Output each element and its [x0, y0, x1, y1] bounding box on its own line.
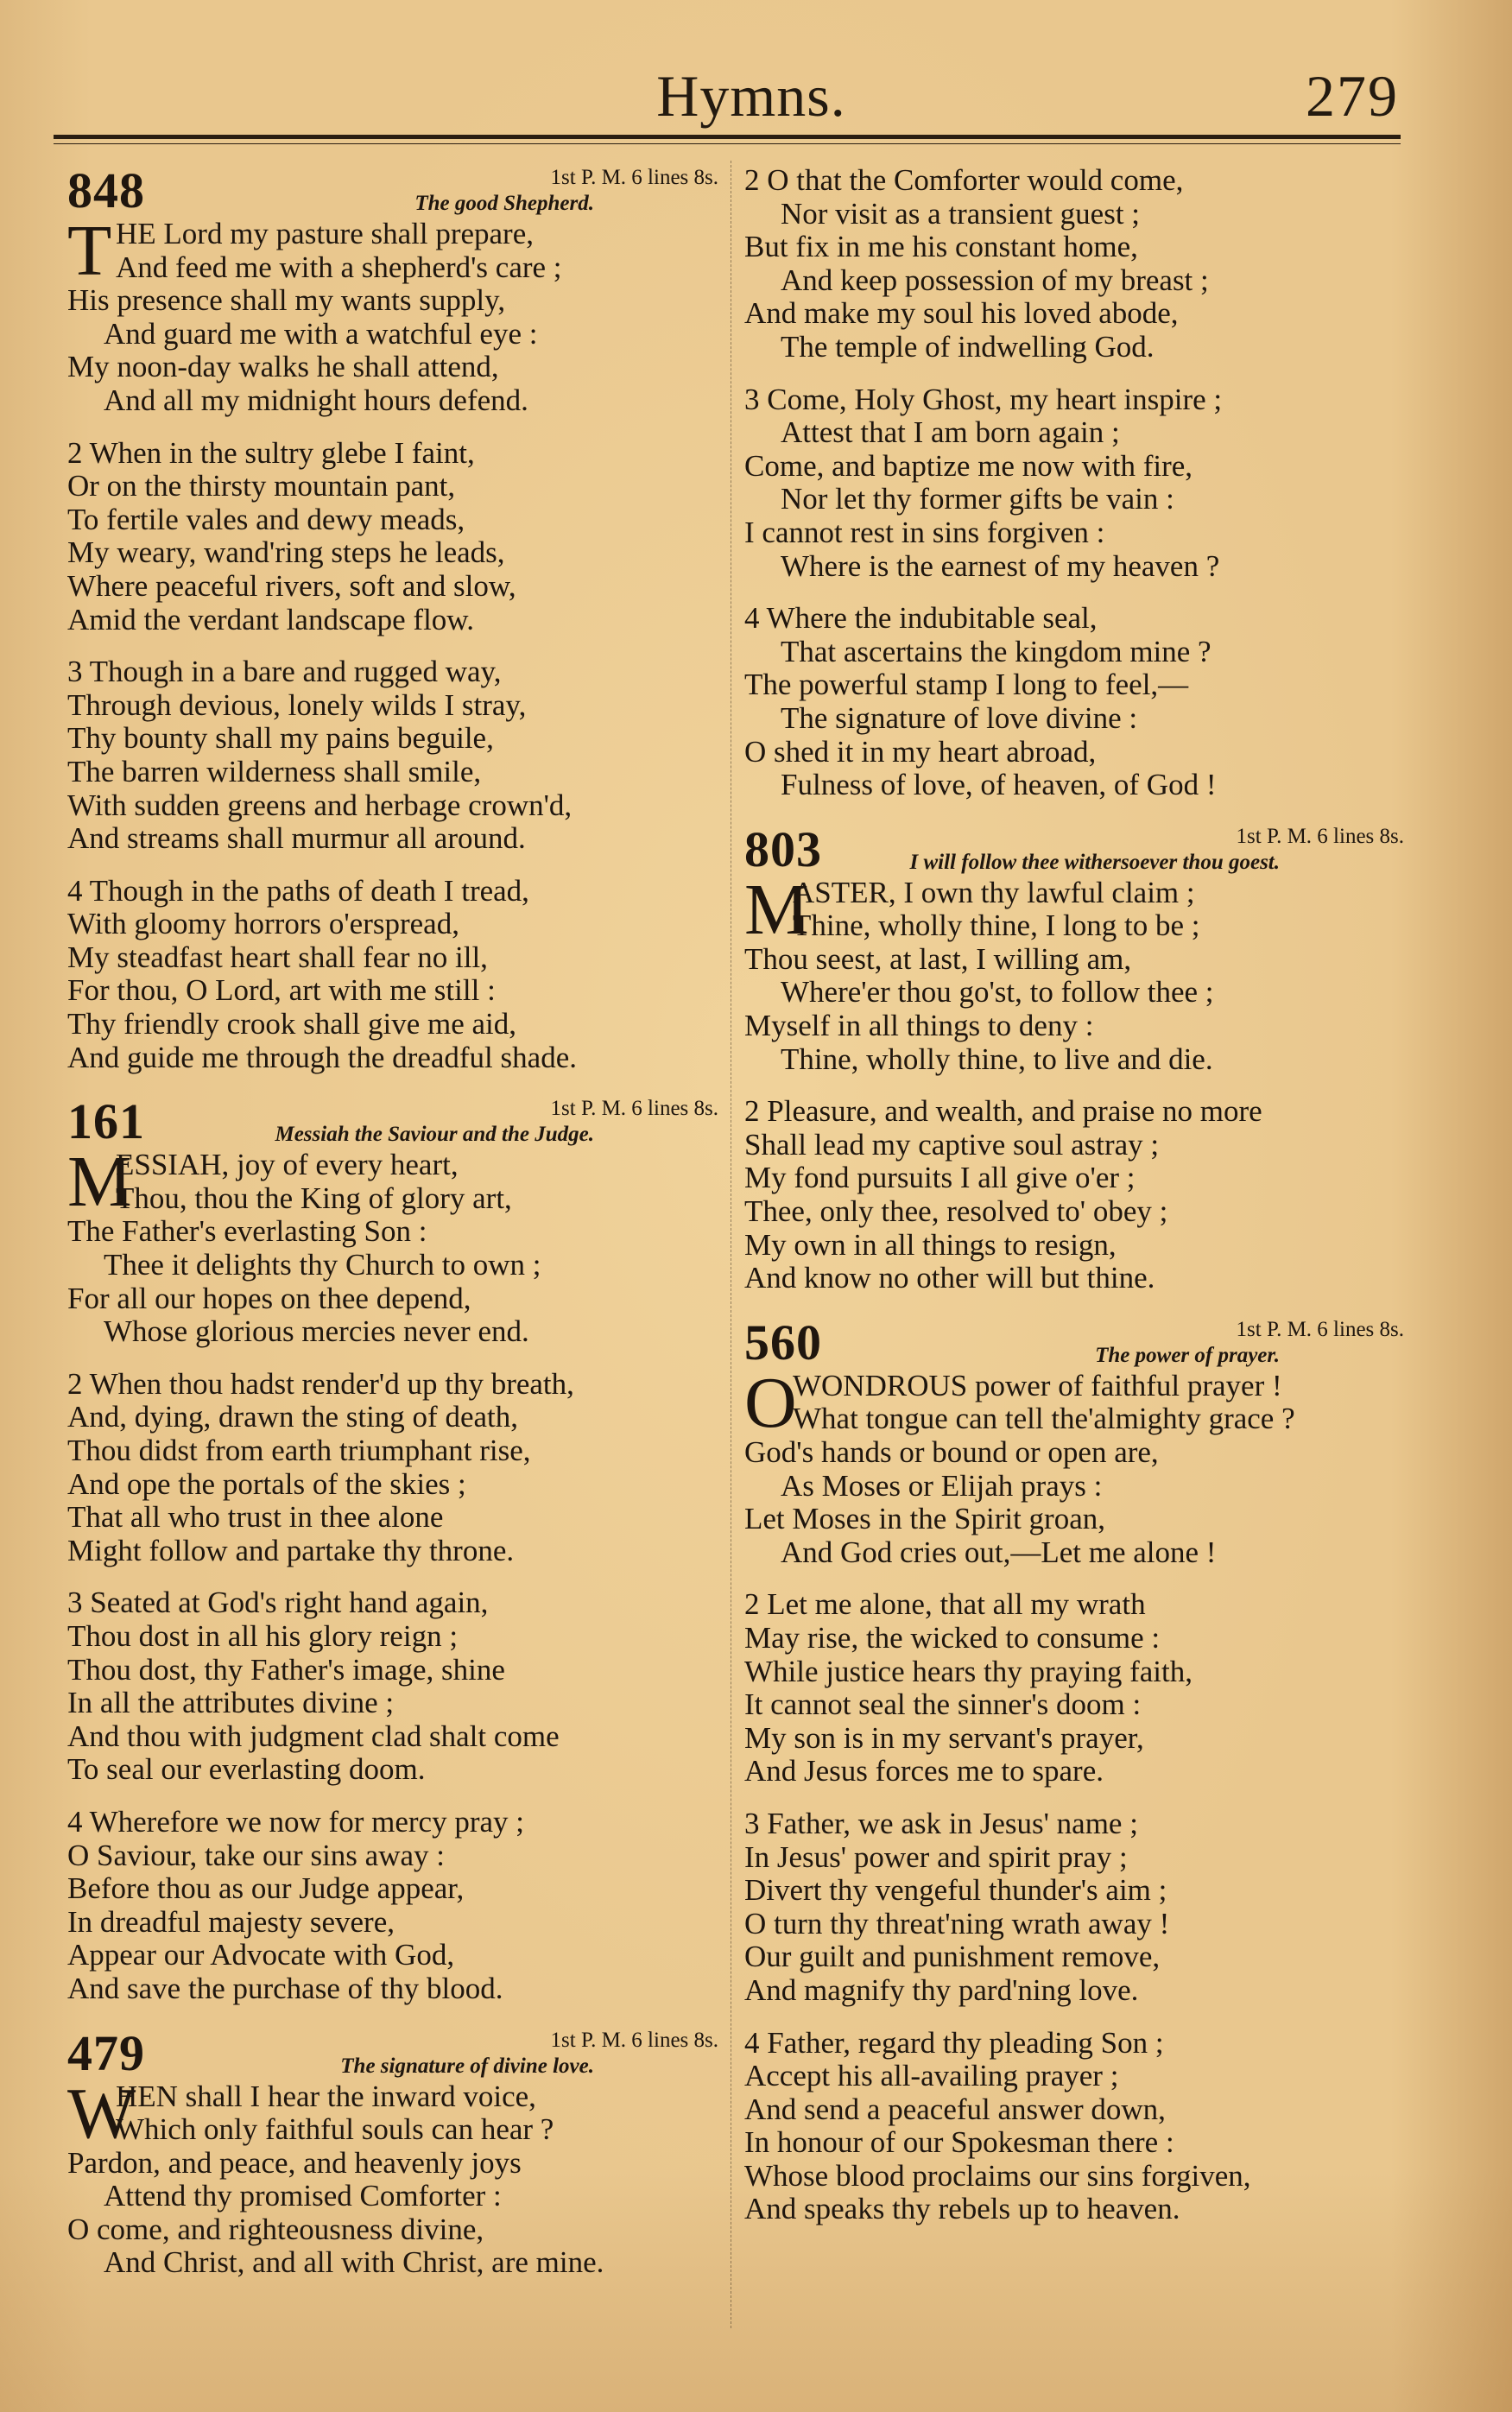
verse-line: Our guilt and punishment remove, [744, 1940, 1161, 1974]
verse-line: And magnify thy pard'ning love. [744, 1972, 1139, 2007]
header-rule-thin [54, 143, 1401, 144]
verse-line: 2 When in the sultry glebe I faint, [67, 435, 475, 470]
hymn-header [744, 820, 1409, 877]
verse-line: O turn thy threat'ning wrath away ! [744, 1906, 1170, 1940]
verse-line: Attest that I am born again ; [781, 415, 1120, 450]
verse-line: The Father's everlasting Son : [67, 1214, 427, 1249]
verse-line: 4 Though in the paths of death I tread, [67, 873, 529, 908]
verse-line: O shed it in my heart abroad, [744, 734, 1097, 769]
verse-line: And guard me with a watchful eye : [104, 316, 538, 351]
verse-line: Thee, only thee, resolved to' obey ; [744, 1194, 1168, 1229]
first-verse [744, 869, 1409, 1077]
verse-line: Thy friendly crook shall give me aid, [67, 1007, 516, 1041]
hymn-header [67, 2024, 724, 2081]
verse-line: And God cries out,—Let me alone ! [781, 1535, 1217, 1569]
verse-line: My own in all things to resign, [744, 1227, 1117, 1262]
hymn-meter: 1st P. M. 6 lines 8s. [550, 2028, 718, 2052]
hymn-number: 560 [744, 1314, 822, 1371]
verse-line: My steadfast heart shall fear no ill, [67, 940, 488, 974]
drop-cap: O [744, 1362, 797, 1443]
hymn-verse [744, 1095, 1409, 1295]
hymn-meter: 1st P. M. 6 lines 8s. [550, 166, 718, 189]
drop-cap: W [67, 2073, 136, 2154]
verse-line: Thou dost in all his glory reign ; [67, 1618, 459, 1653]
verse-line: And speaks thy rebels up to heaven. [744, 2192, 1180, 2226]
hymn-block [67, 164, 724, 1074]
verse-line: And know no other will but thine. [744, 1261, 1155, 1295]
hymn-subtitle: Messiah the Saviour and the Judge. [275, 1123, 594, 1147]
hymn-verse [744, 2027, 1409, 2227]
hymn-gap [67, 1074, 724, 1095]
verse-line: That all who trust in thee alone [67, 1500, 444, 1535]
verse-line: 3 Though in a bare and rugged way, [67, 655, 502, 689]
verse-line: As Moses or Elijah prays : [781, 1468, 1103, 1503]
hymn-subtitle: The power of prayer. [1095, 1343, 1280, 1367]
verse-line: But fix in me his constant home, [744, 230, 1138, 264]
verse-line: 3 Come, Holy Ghost, my heart inspire ; [744, 382, 1223, 416]
verse-line: And, dying, drawn the sting of death, [67, 1400, 518, 1434]
verse-line: And save the purchase of thy blood. [67, 1971, 503, 2005]
verse-line: 2 O that the Comforter would come, [744, 163, 1184, 197]
hymn-number: 803 [744, 820, 822, 877]
verse-line: HE Lord my pasture shall prepare, [116, 217, 535, 250]
drop-cap: T [67, 211, 112, 291]
hymn-header [744, 1316, 1409, 1370]
verse-line: Through devious, lonely wilds I stray, [67, 687, 527, 722]
header-rule [54, 135, 1401, 139]
verse-line: Thee it delights thy Church to own ; [104, 1248, 541, 1282]
verse-line: And make my soul his loved abode, [744, 296, 1179, 331]
verse-line: In all the attributes divine ; [67, 1686, 395, 1720]
verse-line: His presence shall my wants supply, [67, 283, 506, 318]
verse-line: My weary, wand'ring steps he leads, [67, 535, 505, 570]
verse-line: And thou with judgment clad shalt come [67, 1719, 560, 1753]
verse-line: The signature of love divine : [781, 700, 1138, 735]
hymn-number: 479 [67, 2024, 145, 2081]
verse-line: Thy bounty shall my pains beguile, [67, 721, 494, 756]
verse-line: And Jesus forces me to spare. [744, 1754, 1104, 1788]
hymn-subtitle: The signature of divine love. [340, 2054, 594, 2078]
verse-line: ASTER, I own thy lawful claim ; [793, 875, 1195, 909]
verse-line: The temple of indwelling God. [781, 329, 1155, 364]
verse-line: What tongue can tell the'almighty grace ? [793, 1402, 1295, 1436]
verse-line: O Saviour, take our sins away : [67, 1838, 445, 1872]
first-verse [67, 1142, 724, 1349]
verse-line: Come, and baptize me now with fire, [744, 448, 1193, 483]
hymn-verse [67, 1368, 724, 1568]
verse-line: 2 Let me alone, that all my wrath [744, 1587, 1146, 1622]
verse-line: Pardon, and peace, and heavenly joys [67, 2145, 522, 2180]
left-column [67, 164, 724, 2280]
hymn-block [744, 820, 1409, 1295]
hymn-gap [744, 802, 1409, 823]
verse-line: The powerful stamp I long to feel,— [744, 668, 1189, 702]
verse-line: My son is in my servant's prayer, [744, 1720, 1144, 1755]
page-number: 279 [1306, 63, 1399, 129]
hymn-verse [67, 1586, 724, 1787]
verse-line: HEN shall I hear the inward voice, [116, 2079, 536, 2113]
verse-line: O come, and righteousness divine, [67, 2212, 484, 2246]
verse-line: To seal our everlasting doom. [67, 1752, 426, 1787]
hymn-verse [67, 655, 724, 856]
verse-line: Thou seest, at last, I willing am, [744, 941, 1132, 976]
hymn-block [67, 1095, 724, 2005]
verse-line: Might follow and partake thy throne. [67, 1533, 515, 1567]
verse-line: In honour of our Spokesman there : [744, 2125, 1174, 2160]
hymn-meter: 1st P. M. 6 lines 8s. [1236, 824, 1404, 848]
hymn-verse [744, 602, 1409, 802]
hymn-number: 848 [67, 162, 145, 218]
verse-line: I cannot rest in sins forgiven : [744, 515, 1105, 549]
verse-line: May rise, the wicked to consume : [744, 1620, 1161, 1655]
verse-line: That ascertains the kingdom mine ? [781, 634, 1211, 668]
verse-line: 2 Pleasure, and wealth, and praise no more [744, 1094, 1262, 1129]
verse-line: Thou didst from earth triumphant rise, [67, 1434, 531, 1467]
hymn-verse [744, 383, 1409, 584]
verse-line: With gloomy horrors o'erspread, [67, 907, 459, 941]
verse-line: With sudden greens and herbage crown'd, [67, 788, 573, 822]
verse-line: Fulness of love, of heaven, of God ! [781, 768, 1217, 802]
first-verse [67, 2073, 724, 2281]
verse-line: 4 Wherefore we now for mercy pray ; [67, 1804, 524, 1839]
verse-line: 3 Seated at God's right hand again, [67, 1586, 489, 1620]
verse-line: And keep possession of my breast ; [781, 263, 1209, 297]
verse-line: God's hands or bound or open are, [744, 1435, 1159, 1469]
drop-cap: M [67, 1142, 132, 1223]
hymn-block [744, 1316, 1409, 2226]
verse-line: Or on the thirsty mountain pant, [67, 469, 456, 503]
verse-line: ESSIAH, joy of every heart, [116, 1148, 459, 1182]
verse-line: Thine, wholly thine, I long to be ; [793, 908, 1200, 943]
hymn-verse [744, 1588, 1409, 1788]
verse-line: And send a peaceful answer down, [744, 2092, 1166, 2126]
verse-line: Which only faithful souls can hear ? [116, 2112, 554, 2147]
hymn-gap [67, 2006, 724, 2027]
hymn-verse [744, 164, 1409, 364]
verse-line: For thou, O Lord, art with me still : [67, 973, 496, 1008]
verse-line: The barren wilderness shall smile, [67, 754, 482, 788]
verse-line: Shall lead my captive soul astray ; [744, 1127, 1160, 1162]
verse-line: Accept his all-availing prayer ; [744, 2059, 1119, 2093]
first-verse [67, 211, 724, 418]
verse-line: 2 When thou hadst render'd up thy breath, [67, 1366, 574, 1401]
verse-line: 4 Father, regard thy pleading Son ; [744, 2025, 1164, 2060]
verse-line: In dreadful majesty severe, [67, 1904, 395, 1939]
hymn-header [67, 164, 724, 218]
verse-line: To fertile vales and dewy meads, [67, 502, 465, 536]
hymn-verse [67, 437, 724, 637]
verse-line: Thou, thou the King of glory art, [116, 1181, 512, 1215]
verse-line: And guide me through the dreadful shade. [67, 1040, 577, 1074]
verse-line: While justice hears thy praying faith, [744, 1654, 1193, 1688]
verse-line: WONDROUS power of faithful prayer ! [793, 1368, 1282, 1402]
verse-line: It cannot seal the sinner's doom : [744, 1687, 1142, 1722]
hymn-gap [744, 1295, 1409, 1316]
verse-line: Nor let thy former gifts be vain : [781, 482, 1174, 516]
verse-line: Myself in all things to deny : [744, 1009, 1094, 1043]
running-title: Hymns. [656, 63, 846, 129]
hymn-subtitle: I will follow thee withersoever thou goest. [909, 850, 1280, 874]
verse-line: My noon-day walks he shall attend, [67, 350, 499, 384]
verse-line: In Jesus' power and spirit pray ; [744, 1839, 1128, 1874]
verse-line: Before thou as our Judge appear, [67, 1871, 465, 1906]
verse-line: Let Moses in the Spirit groan, [744, 1502, 1106, 1536]
verse-line: Where is the earnest of my heaven ? [781, 548, 1220, 583]
verse-line: Thou dost, thy Father's image, shine [67, 1652, 505, 1687]
hymn-verse [67, 1806, 724, 2006]
verse-line: 4 Where the indubitable seal, [744, 601, 1098, 636]
hymn-block [744, 164, 1409, 802]
verse-line: Where'er thou go'st, to follow thee ; [781, 975, 1214, 1010]
verse-line: And Christ, and all with Christ, are mine. [104, 2245, 604, 2280]
verse-line: Amid the verdant landscape flow. [67, 602, 475, 636]
verse-line: Attend thy promised Comforter : [104, 2179, 502, 2213]
hymn-verse [744, 1807, 1409, 2008]
verse-line: For all our hopes on thee depend, [67, 1281, 471, 1315]
verse-line: Whose glorious mercies never end. [104, 1314, 529, 1349]
verse-line: And all my midnight hours defend. [104, 383, 528, 417]
verse-line: Where peaceful rivers, soft and slow, [67, 568, 516, 603]
right-column [744, 164, 1409, 2226]
first-verse [744, 1362, 1409, 1570]
hymn-verse [67, 875, 724, 1075]
hymn-meter: 1st P. M. 6 lines 8s. [1236, 1317, 1404, 1341]
verse-line: And streams shall murmur all around. [67, 821, 526, 856]
verse-line: Nor visit as a transient guest ; [781, 196, 1141, 231]
drop-cap: M [744, 869, 809, 950]
hymn-meter: 1st P. M. 6 lines 8s. [550, 1097, 718, 1121]
hymn-subtitle: The good Shepherd. [414, 192, 594, 215]
verse-line: And ope the portals of the skies ; [67, 1466, 466, 1501]
verse-line: Appear our Advocate with God, [67, 1938, 455, 1972]
hymn-block [67, 2024, 724, 2281]
verse-line: 3 Father, we ask in Jesus' name ; [744, 1806, 1138, 1840]
hymn-number: 161 [67, 1093, 145, 1150]
verse-line: Divert thy vengeful thunder's aim ; [744, 1873, 1167, 1908]
verse-line: My fond pursuits I all give o'er ; [744, 1161, 1136, 1195]
hymn-header [67, 1095, 724, 1149]
verse-line: And feed me with a shepherd's care ; [116, 250, 562, 284]
verse-line: Thine, wholly thine, to live and die. [781, 1041, 1213, 1076]
verse-line: Whose blood proclaims our sins forgiven, [744, 2158, 1251, 2193]
